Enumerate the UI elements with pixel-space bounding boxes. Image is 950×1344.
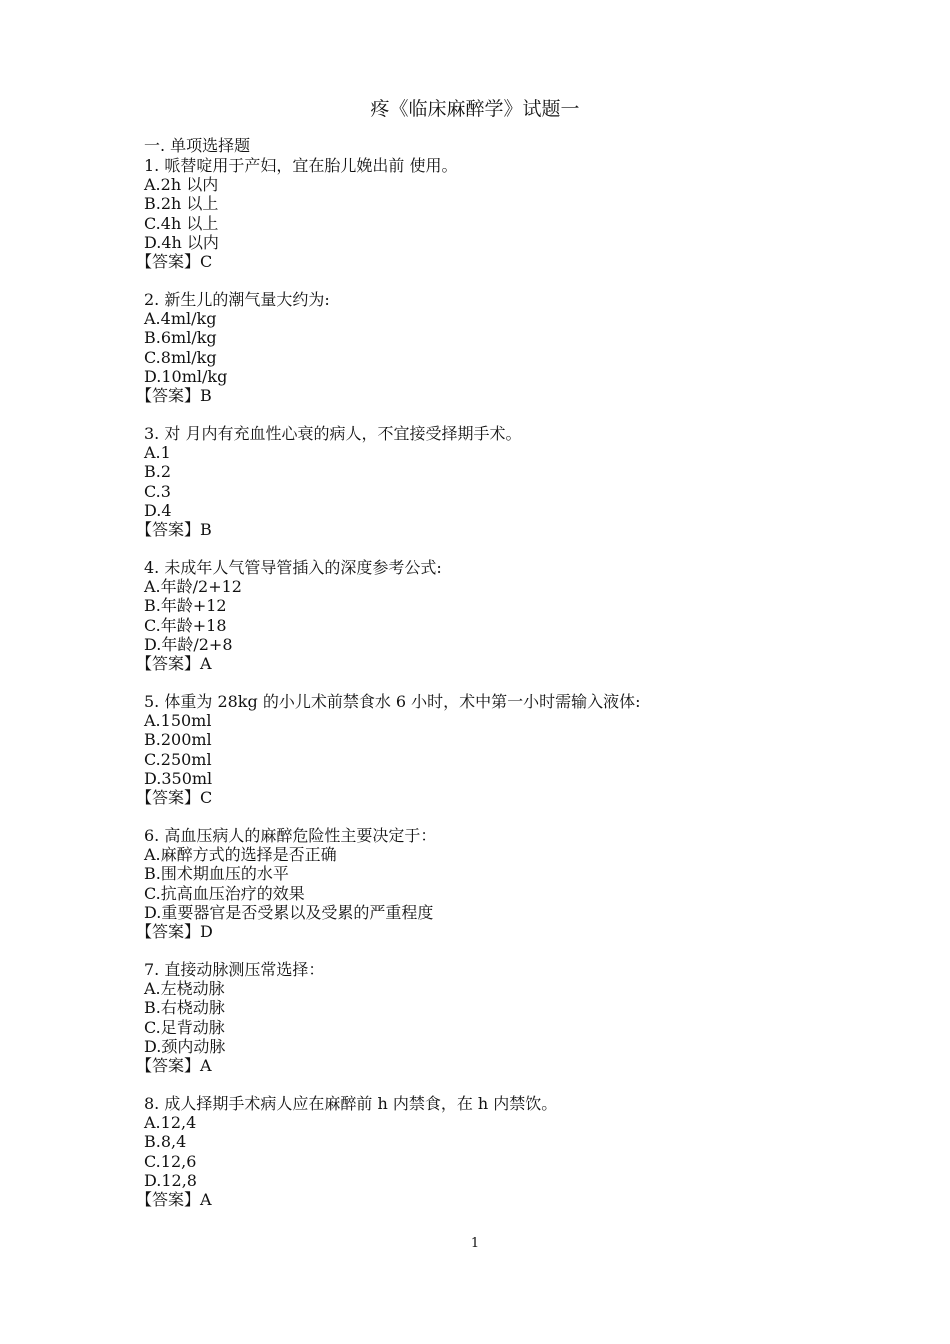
- question-block: [136, 156, 458, 271]
- option-text: A.年龄/2+12: [144, 577, 242, 597]
- answer-text: 【答案】B: [136, 385, 212, 405]
- option-text: C.8ml/kg: [144, 347, 217, 367]
- option-text: B.200ml: [144, 730, 212, 750]
- section-heading: 一. 单项选择题: [144, 136, 251, 155]
- option-text: C.12,6: [144, 1151, 197, 1171]
- option-text: A.150ml: [144, 711, 212, 731]
- option-text: D.4: [144, 500, 172, 520]
- option-text: B.2h 以上: [144, 194, 219, 214]
- option-text: D.10ml/kg: [144, 366, 228, 386]
- answer-text: 【答案】B: [136, 519, 212, 539]
- option-text: C.4h 以上: [144, 213, 219, 233]
- question-block: [136, 290, 330, 405]
- option-text: B.2: [144, 462, 172, 482]
- option-text: B.6ml/kg: [144, 328, 217, 348]
- question-block: [136, 692, 641, 807]
- answer-text: 【答案】D: [136, 921, 213, 941]
- page-number: 1: [470, 1236, 480, 1251]
- question-text: 6. 高血压病人的麻醉危险性主要决定于：: [144, 826, 437, 845]
- question-block: [136, 1094, 558, 1209]
- question-text: 2. 新生儿的潮气量大约为:: [144, 290, 330, 309]
- option-text: D.12,8: [144, 1170, 197, 1190]
- option-text: B.右桡动脉: [144, 998, 225, 1018]
- option-text: C.年龄+18: [144, 615, 227, 635]
- option-text: D.4h 以内: [144, 232, 219, 252]
- option-text: A.12,4: [144, 1113, 197, 1133]
- option-text: A.1: [144, 443, 171, 463]
- question-text: 4. 未成年人气管导管插入的深度参考公式:: [144, 558, 442, 577]
- question-text: 1. 哌替啶用于产妇，宜在胎儿娩出前 使用。: [144, 156, 458, 175]
- option-text: B.年龄+12: [144, 596, 227, 616]
- option-text: B.围术期血压的水平: [144, 864, 289, 884]
- question-text: 5. 体重为 28kg 的小儿术前禁食水 6 小时，术中第一小时需输入液体:: [144, 692, 641, 711]
- question-block: [136, 960, 325, 1075]
- answer-text: 【答案】C: [136, 251, 213, 271]
- page-title: 疼《临床麻醉学》试题一: [370, 98, 580, 120]
- option-text: A.4ml/kg: [144, 309, 217, 329]
- question-text: 7. 直接动脉测压常选择：: [144, 960, 325, 979]
- question-text: 8. 成人择期手术病人应在麻醉前 h 内禁食，在 h 内禁饮。: [144, 1094, 558, 1113]
- answer-text: 【答案】C: [136, 787, 213, 807]
- option-text: A.左桡动脉: [144, 979, 225, 999]
- option-text: B.8,4: [144, 1132, 187, 1152]
- option-text: A.麻醉方式的选择是否正确: [144, 845, 337, 865]
- question-block: [136, 424, 522, 539]
- option-text: A.2h 以内: [144, 175, 219, 195]
- answer-text: 【答案】A: [136, 1189, 212, 1209]
- option-text: C.抗高血压治疗的效果: [144, 883, 305, 903]
- question-block: [136, 826, 437, 941]
- option-text: C.3: [144, 481, 171, 501]
- option-text: D.年龄/2+8: [144, 634, 233, 654]
- question-block: [136, 558, 442, 673]
- option-text: D.颈内动脉: [144, 1036, 226, 1056]
- answer-text: 【答案】A: [136, 653, 212, 673]
- option-text: D.重要器官是否受累以及受累的严重程度: [144, 902, 434, 922]
- option-text: D.350ml: [144, 768, 213, 788]
- option-text: C.足背动脉: [144, 1017, 225, 1037]
- question-text: 3. 对 月内有充血性心衰的病人，不宜接受择期手术。: [144, 424, 522, 443]
- answer-text: 【答案】A: [136, 1055, 212, 1075]
- option-text: C.250ml: [144, 749, 212, 769]
